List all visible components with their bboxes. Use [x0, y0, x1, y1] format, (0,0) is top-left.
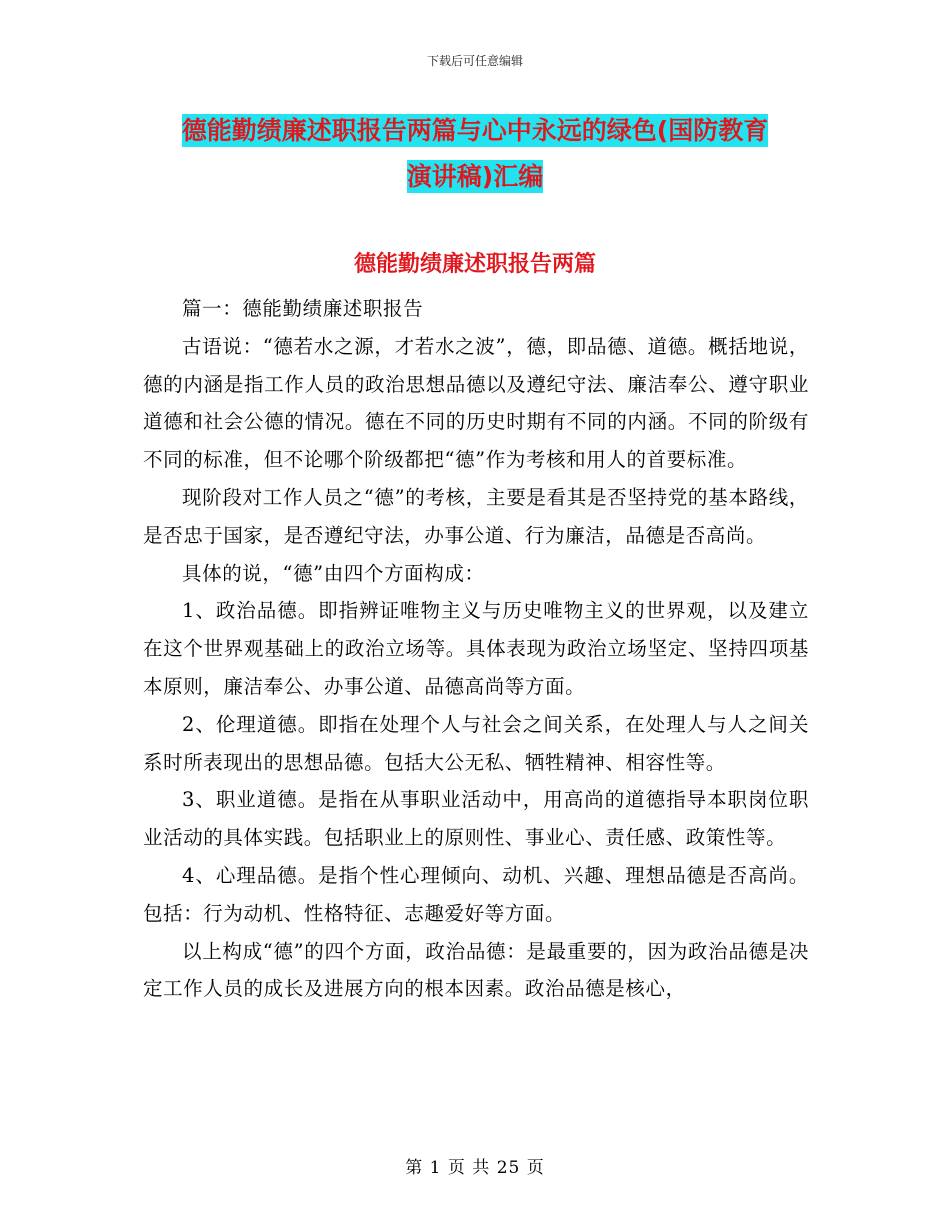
document-title-line-1: 德能勤绩廉述职报告两篇与心中永远的绿色(国防教育 — [181, 116, 769, 145]
paragraph: 现阶段对工作人员之“德”的考核，主要是看其是否坚持党的基本路线，是否忠于国家，是否遵纪守法，办事公道、行为廉洁，品德是否高尚。 — [143, 485, 809, 547]
paragraph: 1、政治品德。即指辨证唯物主义与历史唯物主义的世界观，以及建立在这个世界观基础上的政治立场等。具体表现为政治立场坚定、坚持四项基本原则，廉洁奉公、办事公道、品德高尚等方面。 — [143, 599, 809, 698]
document-title — [140, 108, 810, 200]
document-body — [143, 290, 809, 1008]
section-title: 德能勤绩廉述职报告两篇 — [353, 252, 596, 277]
page-footer: 第 1 页 共 25 页 — [405, 1158, 545, 1178]
header-note: 下载后可任意编辑 — [426, 54, 523, 68]
document-title-line-2: 演讲稿)汇编 — [406, 162, 544, 191]
paragraph: 3、职业道德。是指在从事职业活动中，用高尚的道德指导本职岗位职业活动的具体实践。包括职业上的原则性、事业心、责任感、政策性等。 — [143, 788, 809, 850]
paragraph: 4、心理品德。是指个性心理倾向、动机、兴趣、理想品德是否高尚。包括：行为动机、性格特征、志趣爱好等方面。 — [143, 863, 809, 925]
paragraph: 篇一：德能勤绩廉述职报告 — [182, 297, 424, 320]
paragraph: 2、伦理道德。即指在处理个人与社会之间关系，在处理人与人之间关系时所表现出的思想品德。包括大公无私、牺牲精神、相容性等。 — [143, 712, 809, 774]
paragraph: 具体的说，“德”由四个方面构成： — [182, 561, 485, 585]
paragraph: 以上构成“德”的四个方面，政治品德：是最重要的，因为政治品德是决定工作人员的成长及进展方向的根本因素。政治品德是核心， — [143, 939, 809, 1001]
paragraph: 古语说：“德若水之源，才若水之波”，德，即品德、道德。概括地说，德的内涵是指工作人员的政治思想品德以及遵纪守法、廉洁奉公、遵守职业道德和社会公德的情况。德在不同的历史时期有不同的内涵。不同的阶级有不同的标准，但不论哪个阶级都把“德”作为考核和用人的首要标准。 — [143, 334, 809, 472]
